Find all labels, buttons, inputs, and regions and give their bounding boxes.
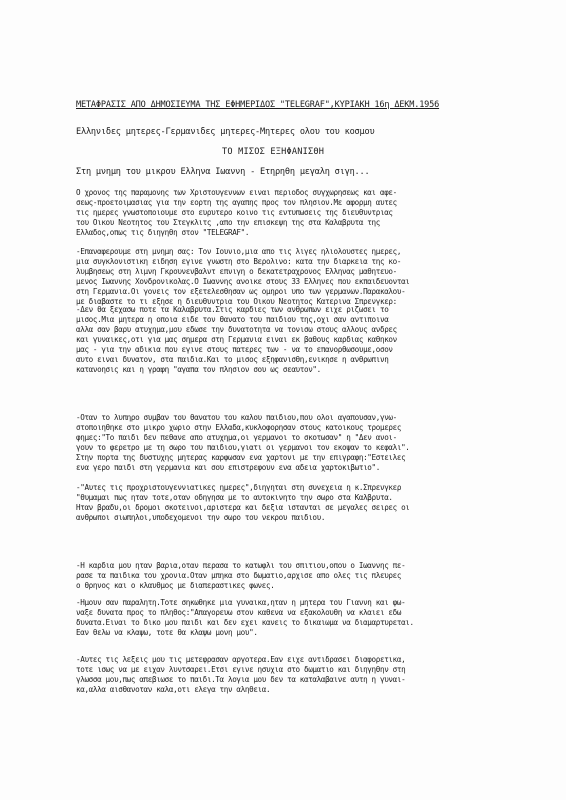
paragraph-line: στοποιηθηκε στο μικρο χωριο στην Ελλαδα,κυκλοφορησαν στους κατοικους τρομερες [76, 423, 402, 432]
paragraph-8 [76, 655, 516, 695]
paragraph-line: κα,αλλα αισθανοταν καλα,οτι ελεγα την αληθεια. [76, 685, 271, 694]
paragraph-6 [76, 561, 516, 591]
paragraph-line: και γυναικες,οτι για μας σημερα στη Γερμανια ειναι εκ βαθους καρδιας καθηκον [76, 335, 397, 344]
paragraph-line: λυμβησεως στη λιμνη Γκρουνενβαλντ επνιγη ο δεκατετραχρονος Ελληνας μαθητευο- [76, 267, 397, 276]
paragraph-line: Στην πορτα της δυστυχης μητερας καρφωσαν ενα χαρτονι με την επιγραφη:"Εστειλες [76, 453, 406, 462]
paragraph-line: με διαβαστε το τι εξησε η διευθυντρια του Οικου Νεοτητος Κατερινα Σπρενγκερ: [76, 297, 397, 306]
paragraph-line: -Δεν θα ξεχασω ποτε τα Καλαβρυτα.Στις καρδιες των ανθρωπων ειχε ριζωσει το [76, 305, 389, 314]
paragraph-line: -Αυτες τις λεξεις μου τις μετεφρασαν αργοτερα.Εαν ειχε αντιδρασει διαφορετικα, [76, 655, 406, 664]
paragraph-line: φημες:"Το παιδι δεν πεθανε απο ατυχημα,οι γερμανοι το σκοτωσαν" η "Δεν ανοι- [76, 433, 397, 442]
paragraph-line: μας - για την αδικια που εγινε στους πατερες των - να το επανορθωσουμε,οσον [76, 345, 393, 354]
paragraph-line: -"Αυτες τις προχριστουγεννιατικες ημερες",διηγηται στη συνεχεια η κ.Σπρενγκερ [76, 483, 402, 492]
paragraph-line: "θυμαμαι πως ηταν τοτε,οταν οδηγησα με το αυτοκινητο την σωρο στα Καλβρυτα. [76, 493, 393, 502]
paragraph-line: -Οταν το λυπηρο συμβαν του θανατου του καλου παιδιου,που ολοι αγαπουσαν,γνω- [76, 413, 397, 422]
paragraph-line: -Επαναφερουμε στη μνημη σας: Τον Ιουνιο,μια απο τις λιγες ηλιολουστες ημερες, [76, 247, 402, 256]
paragraph-7 [76, 598, 516, 638]
paragraph-line: -Η καρδια μου ηταν βαρια,οταν περασα το κατωφλι του σπιτιου,οπου ο Ιωαννης πε- [76, 561, 406, 570]
document-title: ΤΟ ΜΙΣΟΣ ΕΞΗΦΑΝΙΣΘΗ [222, 147, 325, 157]
paragraph-line: ενα γερο παιδι στη γερμανια και σου επιστρεφουν ενα αδεια χαρτοκιβωτιο". [76, 463, 380, 472]
paragraph-line: -Ημουν σαν παραλητη.Τοτε σηκωθηκε μια γυναικα,ηταν η μητερα του Γιαννη και φω- [76, 598, 406, 607]
paragraph-line: γουν το φερετρο με τη σωρο του παιδιου,γιατι οι γερμανοι τον εκοψαν το κεφαλι". [76, 443, 410, 452]
paragraph-3 [76, 305, 516, 375]
paragraph-line: αλλα σαν βαρυ ατυχημα,μου εδωσε την δυνατοτητα να τονισω στους αλλους ανδρες [76, 325, 397, 334]
paragraph-line: ανθρωποι σιωπηλοι,υποδεχομενοι την σωρο του νεκρου παιδιου. [76, 513, 326, 522]
paragraph-line: ρασε τα παιδικα του χρονια.Οταν μπηκα στο δωματιο,αρχισε απο ολες τις πλευρες [76, 571, 402, 580]
paragraph-line: Ο χρονος της παραμονης των Χριστουγεννων ειναι περιοδος συγχωρησεως και αφε- [76, 188, 397, 197]
paragraph-line: σεως-προετοιμασιας για την εορτη της αγαπης προς τον πλησιον.Με αφορμη αυτες [76, 198, 397, 207]
paragraph-line: Ελλαδος,οπως τις διηγηθη στον "TELEGRAF". [76, 228, 250, 237]
paragraph-line: του Οικου Νεοτητος του Στεγκλιτς ,απο την επισκεψη της στα Καλαβρυτα της [76, 218, 380, 227]
paragraph-line: μια συγκλονιστικη ειδηση εγινε γνωστη στο Βερολινο: κατα την διαρκεια της κο- [76, 257, 402, 266]
paragraph-line: ναξε δυνατα προς το πληθος:"Απαγορευω στον καθενα να εξακολουθη να κλαιει εδω [76, 608, 402, 617]
paragraph-line: αυτο ειναι δυνατον, στα παιδια.Και το μισος εξηφανισθη,ενικησε η ανθρωπινη [76, 355, 389, 364]
paragraph-line: μισος.Μια μητερα η οποια ειδε τον θανατο του παιδιου της,οχι σαν αντιποινα [76, 315, 389, 324]
paragraph-4 [76, 413, 516, 473]
paragraph-line: Εαν θελω να κλαψω, τοτε θα κλαψω μονη μου". [76, 628, 258, 637]
document-heading: ΜΕΤΑΦΡΑΣΙΣ ΑΠΟ ΔΗΜΟΣΙΕΥΜΑ ΤΗΣ ΕΦΗΜΕΡΙΔΟΣ "TELEGRAF",ΚΥΡΙΑΚΗ 16η ΔΕΚΜ.1956 [76, 100, 440, 110]
paragraph-line: ο θρηνος και ο κλαυθμος με διαπεραστικες φωνες. [76, 581, 275, 590]
paragraph-line: τοτε ισως να με ειχαν λυντσαρει.Ετσι εγινε ησυχια στο δωματιο και διηγηθην στη [76, 665, 406, 674]
paragraph-5 [76, 483, 516, 523]
document-subheading: Ελληνιδες μητερες-Γερμανιδες μητερες-Μητερες ολου του κοσμου [76, 127, 375, 137]
paragraph-line: τις ημερες γνωστοποιουμε στο ευρυτερο κοινο τις εντυπωσεις της διευθυντριας [76, 208, 393, 217]
paragraph-line: Ηταν βραδυ,οι δρομοι σκοτεινοι,αριστερα και δεξια ιστανται σε μεγαλες σειρες οι [76, 503, 410, 512]
paragraph-line: δυνατα.Ειναι το δικο μου παιδι και δεν εχει κανεις το δικαιωμα να διαμαρτυρεται. [76, 618, 414, 627]
paragraph-2 [76, 247, 516, 307]
paragraph-line: στη Γερμανια.Οι γονεις τον εξετελεσθησαν ως ομηροι υπο των γερμανων.Παρακαλου- [76, 287, 406, 296]
dedication-line: Στη μνημη του μικρου Ελληνα Ιωαννη - Ετηρηθη μεγαλη σιγη... [76, 167, 370, 177]
paragraph-line: γλωσσα μου,πως απεβιωσε το παιδι.Τα λογια μου δεν τα καταλαβαινε αυτη η γυναι- [76, 675, 406, 684]
paragraph-1 [76, 188, 516, 238]
paragraph-line: κατανοησις και η γραφη "αγαπα τον πλησιον σου ως σεαυτον". [76, 365, 321, 374]
paragraph-line: μενος Ιωαννης Χονδρονικολας.Ο Ιωαννης ανοικε στους 33 Ελληνες που εκπαιδευονται [76, 277, 410, 286]
